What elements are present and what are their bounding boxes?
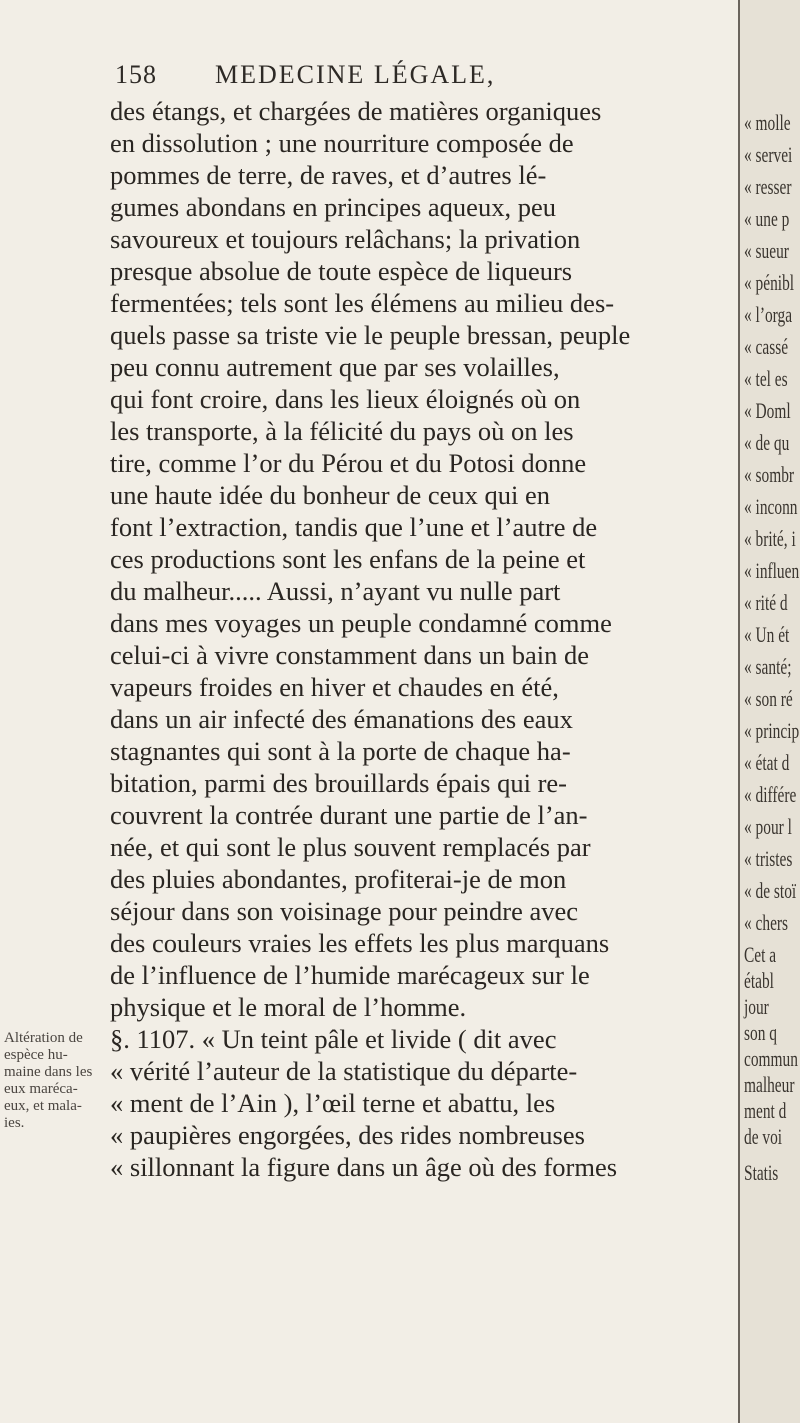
edge-fragment: « inconn: [744, 494, 798, 519]
text-line: née, et qui sont le plus souvent remplacés par: [110, 832, 591, 862]
text-line: peu connu autrement que par ses volailles,: [110, 352, 560, 382]
edge-fragment: jour: [744, 994, 769, 1019]
text-line: les transporte, à la félicité du pays où on les: [110, 416, 574, 446]
edge-fragment: « état d: [744, 750, 790, 775]
edge-fragment: ment d: [744, 1098, 787, 1123]
text-line: celui-ci à vivre constamment dans un bain de: [110, 640, 590, 670]
text-line: en dissolution ; une nourriture composée de: [110, 128, 574, 158]
text-line: « paupières engorgées, des rides nombreuses: [110, 1120, 585, 1150]
text-line: de l’influence de l’humide marécageux sur le: [110, 960, 590, 990]
edge-fragment: « de qu: [744, 430, 790, 455]
edge-fragment: « chers: [744, 910, 789, 935]
paragraph-2: [110, 1023, 734, 1183]
text-line: tire, comme l’or du Pérou et du Potosi donne: [110, 448, 587, 478]
text-line: des couleurs vraies les effets les plus marquans: [110, 928, 610, 958]
text-line: font l’extraction, tandis que l’une et l’autre de: [110, 512, 598, 542]
text-line: des pluies abondantes, profiterai-je de mon: [110, 864, 567, 894]
margin-note: [4, 1030, 104, 1132]
facing-page-edge: [738, 0, 800, 1423]
edge-fragment: « princip: [744, 718, 800, 743]
edge-fragment: de voi: [744, 1124, 783, 1149]
margin-note-line: eux, et mala-: [4, 1098, 82, 1114]
edge-fragment: « servei: [744, 142, 793, 167]
running-title: MEDECINE LÉGALE,: [215, 60, 496, 89]
edge-fragment: « resser: [744, 174, 792, 199]
text-line: « sillonnant la figure dans un âge où des formes: [110, 1152, 618, 1182]
edge-fragment: « pénibl: [744, 270, 795, 295]
edge-fragment: « de stoï: [744, 878, 797, 903]
edge-fragment: Statis: [744, 1160, 779, 1185]
text-line: du malheur..... Aussi, n’ayant vu nulle part: [110, 576, 561, 606]
text-line: bitation, parmi des brouillards épais qui re-: [110, 768, 568, 798]
margin-note-line: maine dans les: [4, 1064, 93, 1080]
edge-fragment: « molle: [744, 110, 791, 135]
edge-fragment: malheur: [744, 1072, 795, 1097]
edge-fragment: « l’orga: [744, 302, 793, 327]
edge-fragment: Cet a: [744, 942, 777, 967]
edge-fragment: « rité d: [744, 590, 788, 615]
edge-fragment: « brité, i: [744, 526, 796, 551]
text-line: qui font croire, dans les lieux éloignés où on: [110, 384, 581, 414]
edge-fragment: « différe: [744, 782, 797, 807]
text-line: stagnantes qui sont à la porte de chaque ha-: [110, 736, 571, 766]
edge-fragment: « sueur: [744, 238, 789, 263]
paragraph-1: [110, 95, 734, 1023]
edge-fragment: « pour l: [744, 814, 792, 839]
text-line: « ment de l’Ain ), l’œil terne et abattu, les: [110, 1088, 556, 1118]
edge-fragment: « cassé: [744, 334, 789, 359]
text-line: vapeurs froides en hiver et chaudes en été,: [110, 672, 559, 702]
text-line: dans un air infecté des émanations des eaux: [110, 704, 573, 734]
margin-note-line: eux maréca-: [4, 1081, 78, 1097]
text-line: couvrent la contrée durant une partie de l’an-: [110, 800, 588, 830]
edge-fragment: « sombr: [744, 462, 795, 487]
edge-fragment: son q: [744, 1020, 777, 1045]
edge-fragment: « Doml: [744, 398, 791, 423]
margin-note-line: espèce hu-: [4, 1047, 68, 1063]
text-line: ces productions sont les enfans de la peine et: [110, 544, 586, 574]
edge-fragment: commun: [744, 1046, 798, 1071]
page-number: 158: [115, 60, 157, 89]
text-line: dans mes voyages un peuple condamné comme: [110, 608, 612, 638]
edge-fragment: « tristes: [744, 846, 793, 871]
text-line: séjour dans son voisinage pour peindre avec: [110, 896, 579, 926]
text-line: des étangs, et chargées de matières organiques: [110, 96, 602, 126]
text-line: fermentées; tels sont les élémens au milieu des-: [110, 288, 615, 318]
edge-fragment: « Un ét: [744, 622, 790, 647]
edge-fragment: « une p: [744, 206, 790, 231]
text-line: physique et le moral de l’homme.: [110, 992, 467, 1022]
text-line: §. 1107. « Un teint pâle et livide ( dit avec: [110, 1024, 557, 1054]
edge-fragment: « influen: [744, 558, 800, 583]
text-line: une haute idée du bonheur de ceux qui en: [110, 480, 551, 510]
margin-note-line: ies.: [4, 1115, 25, 1131]
margin-note-line: Altération de: [4, 1030, 83, 1046]
edge-fragment: établ: [744, 968, 774, 993]
text-line: quels passe sa triste vie le peuple bressan, peuple: [110, 320, 631, 350]
text-line: presque absolue de toute espèce de liqueurs: [110, 256, 573, 286]
text-line: gumes abondans en principes aqueux, peu: [110, 192, 556, 222]
edge-fragment: « santé;: [744, 654, 792, 679]
text-line: « vérité l’auteur de la statistique du départe-: [110, 1056, 578, 1086]
main-text: [110, 95, 734, 1183]
edge-fragment: « son ré: [744, 686, 793, 711]
text-line: pommes de terre, de raves, et d’autres lé-: [110, 160, 547, 190]
edge-fragment: « tel es: [744, 366, 788, 391]
text-line: savoureux et toujours relâchans; la privation: [110, 224, 581, 254]
